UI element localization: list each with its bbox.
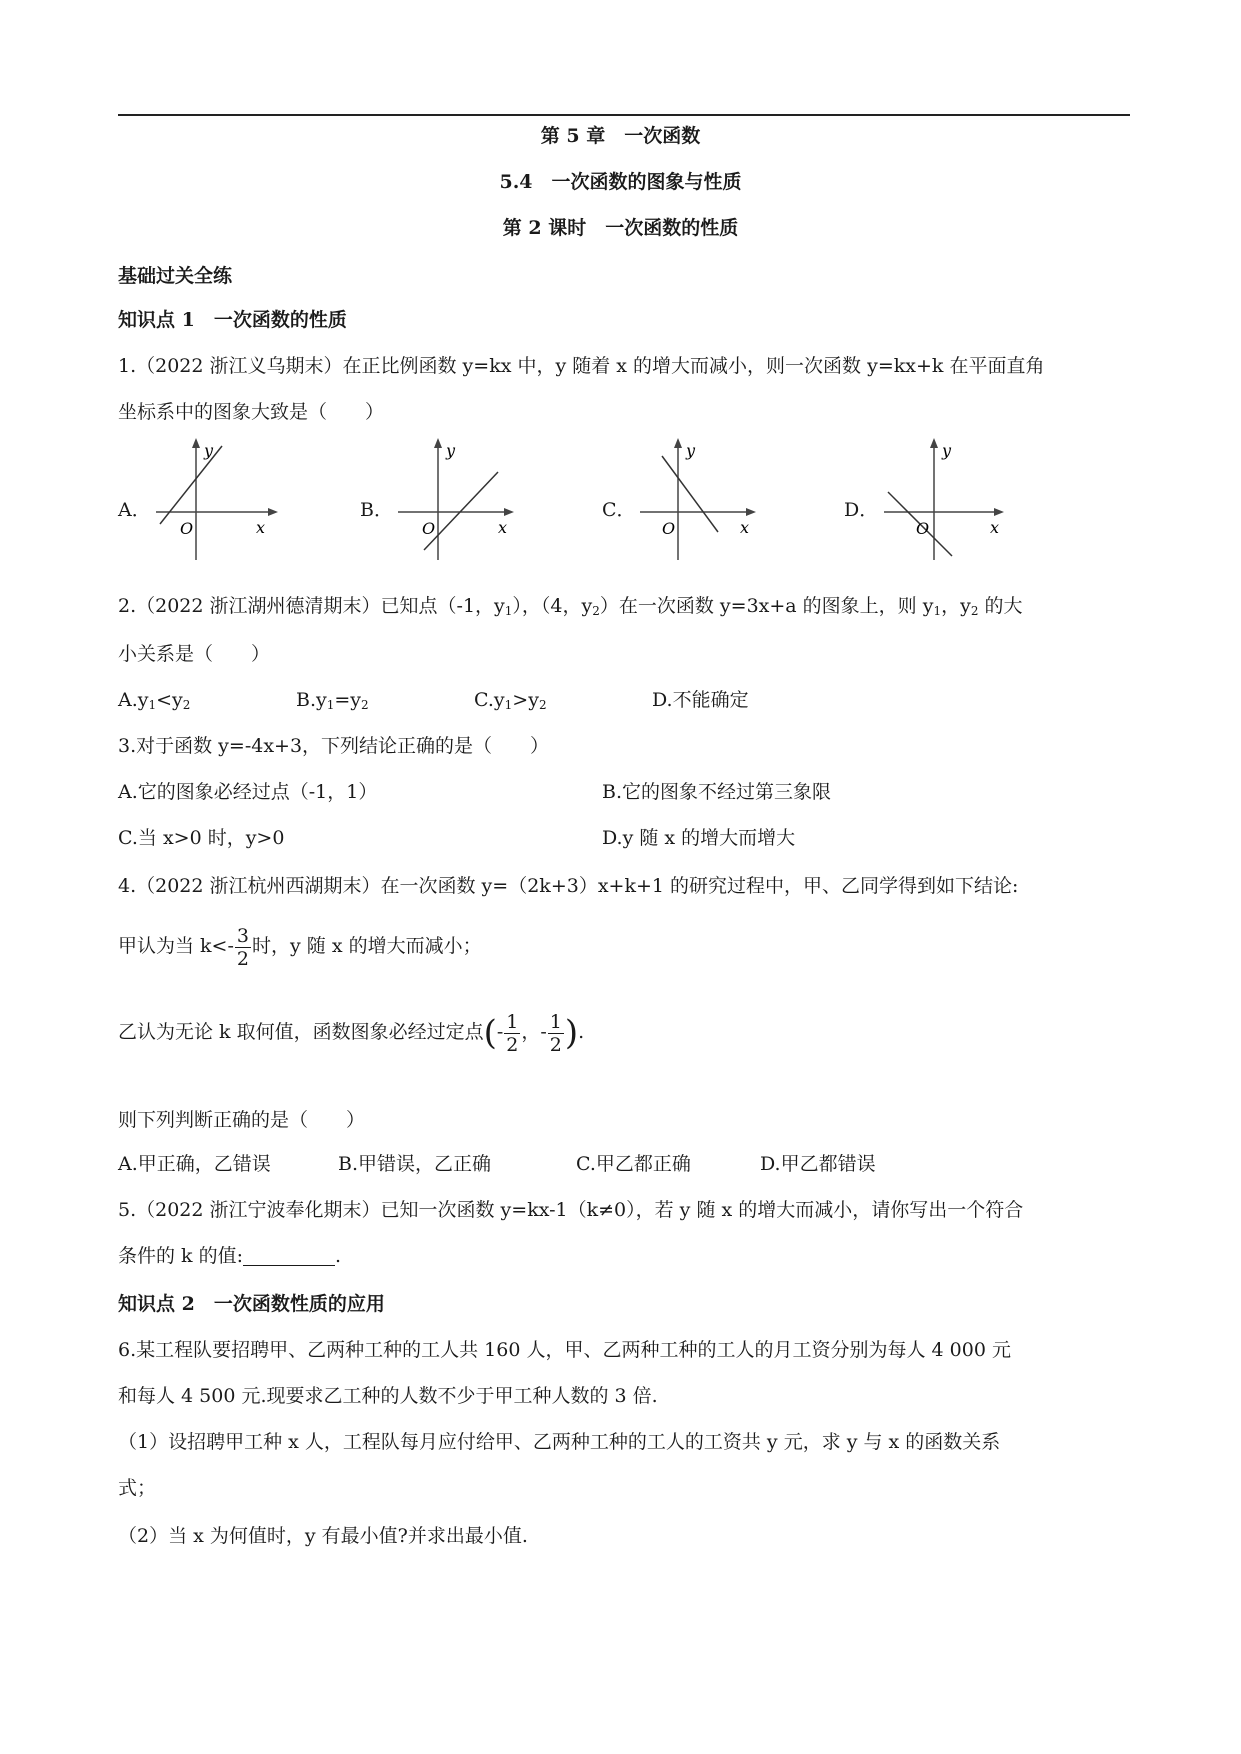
x-axis-arrow (268, 508, 278, 516)
answer-blank[interactable] (243, 1245, 335, 1266)
q4-option-c: C.甲乙都正确 (576, 1153, 691, 1175)
origin-label: O (422, 519, 436, 538)
q2-option-c: $C.y_1>y_2$ (474, 689, 547, 712)
q2-stem-line1: 2.（2022 浙江湖州德清期末）已知点（-1，$y_1$），（4，$y_2$）在一次函数 y=3x+a 的图象上，则 $y_1$，$y_2$ 的大 (118, 595, 1023, 618)
x-axis-arrow (994, 508, 1004, 516)
origin-label: O (662, 519, 676, 538)
q1-option-d-graph (878, 436, 1018, 562)
part-title: 基础过关全练 (118, 265, 233, 287)
q1-option-a-label: A． (118, 499, 151, 521)
y-axis-label: y (446, 441, 456, 460)
function-line (424, 472, 498, 550)
y-axis-arrow (674, 438, 682, 448)
knowledge-point-2: 知识点 2 一次函数性质的应用 (118, 1293, 385, 1315)
q2-option-d: D.不能确定 (652, 689, 749, 711)
q6-stem-line1: 6.某工程队要招聘甲、乙两种工种的工人共 160 人，甲、乙两种工种的工人的月工资分别为每人 4 000 元 (118, 1339, 1011, 1361)
knowledge-point-1: 知识点 1 一次函数的性质 (118, 309, 347, 331)
y-axis-arrow (434, 438, 442, 448)
y-axis-arrow (930, 438, 938, 448)
q6-sub1-line2: 式； (118, 1477, 157, 1499)
q1-option-c-label: C． (602, 499, 636, 521)
x-axis-label: x (740, 518, 750, 537)
x-axis-arrow (504, 508, 514, 516)
q4-stem: 4.（2022 浙江杭州西湖期末）在一次函数 y=（2k+3）x+k+1 的研究过程中，甲、乙同学得到如下结论: (118, 875, 1019, 897)
section-title: 5.4 一次函数的图象与性质 (499, 171, 742, 193)
q1-stem-line2: 坐标系中的图象大致是（ ） (118, 401, 385, 423)
q3-option-b: B.它的图象不经过第三象限 (602, 781, 832, 803)
q5-stem-line1: 5.（2022 浙江宁波奉化期末）已知一次函数 y=kx-1（k≠0），若 y 随 x 的增大而减小，请你写出一个符合 (118, 1199, 1024, 1221)
origin-label: O (916, 519, 930, 538)
q4-option-d: D.甲乙都错误 (760, 1153, 876, 1175)
q3-option-d: D.y 随 x 的增大而增大 (602, 827, 796, 849)
q1-option-a-graph (152, 436, 292, 562)
x-axis-label: x (990, 518, 1000, 537)
x-axis-label: x (498, 518, 508, 537)
q1-option-b-graph (394, 436, 534, 562)
fraction: $\frac{3}{2}$ (236, 924, 249, 970)
q1-stem-line1: 1.（2022 浙江义乌期末）在正比例函数 y=kx 中，y 随着 x 的增大而减小，则一次函数 y=kx+k 在平面直角 (118, 355, 1045, 377)
q3-option-c: C.当 x>0 时，y>0 (118, 827, 285, 849)
q6-sub1-line1: （1）设招聘甲工种 x 人，工程队每月应付给甲、乙两种工种的工人的工资共 y 元，求 y 与 x 的函数关系 (118, 1431, 1001, 1453)
q4-jia-statement: 甲认为当 k<- $\frac{3}{2}$ 时，y 随 x 的增大而减小； (118, 924, 482, 970)
q4-option-b: B.甲错误，乙正确 (338, 1153, 492, 1175)
q1-option-b-label: B． (360, 499, 393, 521)
q2-stem-line2: 小关系是（ ） (118, 643, 271, 665)
q2-option-b: $B.y_1=y_2$ (296, 689, 369, 712)
lesson-title: 第 2 课时 一次函数的性质 (502, 217, 739, 239)
header-rule (118, 114, 1130, 116)
chapter-title: 第 5 章 一次函数 (540, 125, 701, 147)
q4-judge: 则下列判断正确的是（ ） (118, 1109, 366, 1131)
fraction: $\frac{1}{2}$ (549, 1010, 562, 1056)
origin-label: O (180, 519, 194, 538)
y-axis-label: y (686, 441, 696, 460)
q1-option-c-graph (636, 436, 776, 562)
fraction: $\frac{1}{2}$ (506, 1010, 519, 1056)
q3-option-a: A.它的图象必经过点（-1，1） (118, 781, 378, 803)
q4-yi-statement: 乙认为无论 k 取何值，函数图象必经过定点(- $\frac{1}{2}$ ，- $\frac{1}{2}$ ). (118, 1010, 585, 1056)
q1-option-d-label: D． (844, 499, 879, 521)
x-axis-label: x (256, 518, 266, 537)
q3-stem: 3.对于函数 y=-4x+3，下列结论正确的是（ ） (118, 735, 550, 757)
y-axis-label: y (942, 441, 952, 460)
y-axis-arrow (192, 438, 200, 448)
y-axis-label: y (204, 441, 214, 460)
q5-stem-line2: 条件的 k 的值: . (118, 1245, 342, 1267)
q6-stem-line2: 和每人 4 500 元.现要求乙工种的人数不少于甲工种人数的 3 倍. (118, 1385, 658, 1407)
x-axis-arrow (746, 508, 756, 516)
q4-option-a: A.甲正确，乙错误 (118, 1153, 271, 1175)
q2-option-a: $A.y_1<y_2$ (118, 689, 191, 712)
q6-sub2: （2）当 x 为何值时，y 有最小值?并求出最小值. (118, 1525, 528, 1547)
